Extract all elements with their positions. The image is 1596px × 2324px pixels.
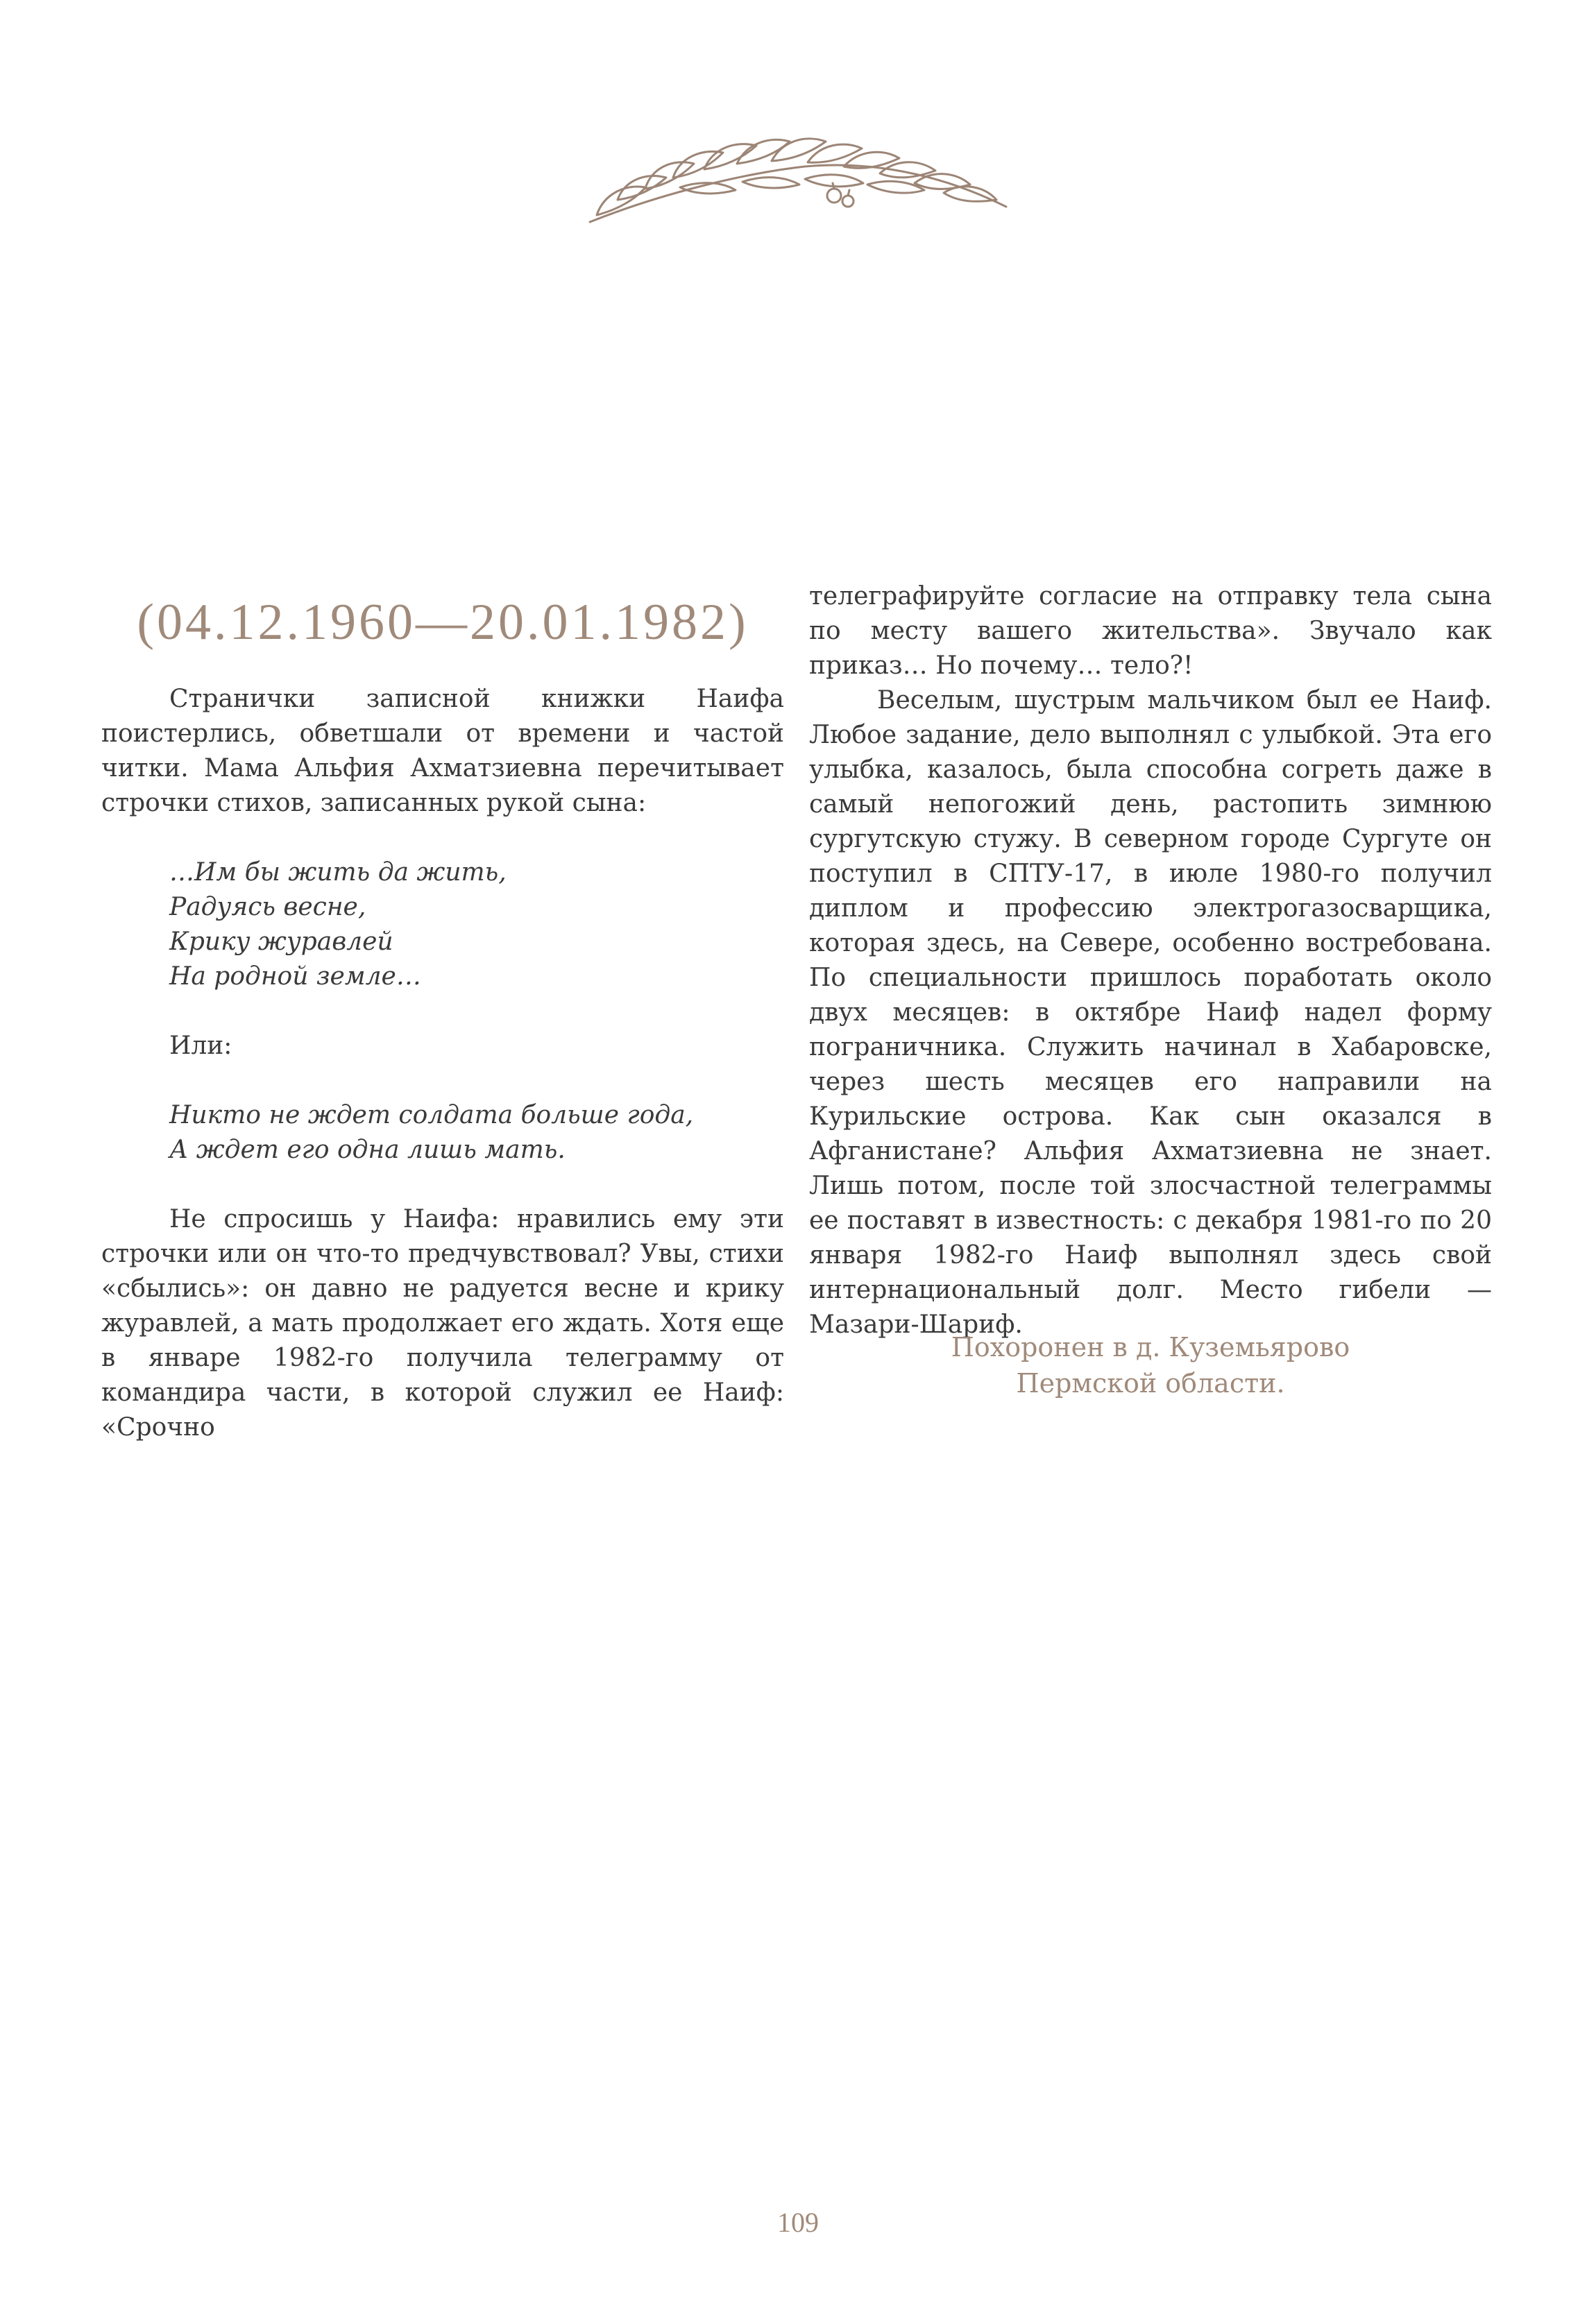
burial-place xyxy=(809,1329,1492,1401)
poem-line: Радуясь весне, xyxy=(169,893,366,921)
poem-line: А ждет его одна лишь мать. xyxy=(169,1136,566,1164)
poem-excerpt-2 xyxy=(101,1098,784,1168)
poem-excerpt-1 xyxy=(101,855,784,994)
oak-branch-ornament-icon xyxy=(576,118,1020,236)
spacer xyxy=(101,1168,784,1202)
paragraph: Не спросишь у Наифа: нравились ему эти строчки или он что-то предчувствовал? Увы, стихи «сбылись»: он давно не радуется весне и крику журавлей, а мать продолжает его ждать. Хотя еще в январе 1982-го получила телеграмму от командира части, в которой служил ее Наиф: «Срочно xyxy=(101,1205,784,1442)
life-dates-heading: (04.12.1960—20.01.1982) xyxy=(137,594,749,651)
poem-line: Крику журавлей xyxy=(169,928,393,956)
spacer xyxy=(101,821,784,855)
burial-line: Похоронен в д. Куземьярово xyxy=(951,1332,1350,1362)
right-column xyxy=(809,579,1492,1342)
or-label: Или: xyxy=(169,1032,232,1060)
spacer xyxy=(101,994,784,1029)
page-number: 109 xyxy=(777,2207,819,2238)
paragraph: телеграфируйте согласие на отправку тела сына по месту вашего жительства». Звучало как приказ… Но почему… тело?! xyxy=(809,582,1492,680)
spacer xyxy=(101,1063,784,1098)
burial-line: Пермской области. xyxy=(1016,1368,1285,1399)
poem-line: Никто не ждет солдата больше года, xyxy=(169,1101,694,1129)
poem-line: На родной земле… xyxy=(169,962,421,991)
paragraph: Веселым, шустрым мальчиком был ее Наиф. Любое задание, дело выполнял с улыбкой. Эта его улыбка, казалось, была способна согреть даже в самый непогожий день, растопить зимнюю сургутскую стужу. В северном городе Сургуте он поступил в СПТУ-17, в июле 1980-го получил диплом и профессию электрогазосварщика, которая здесь, на Севере, особенно востребована. По специальности пришлось поработать около двух месяцев: в октябре Наиф надел форму пограничника. Служить начинал в Хабаровске, через шесть месяцев его направили на Курильские острова. Как сын оказался в Афганистане? Альфия Ахматзиевна не знает. Лишь потом, после той злосчастной телеграммы ее поставят в известность: с декабря 1981-го по 20 января 1982-го Наиф выполнял здесь свой интернациональный долг. Место гибели — Мазари-Шариф. xyxy=(809,686,1492,1339)
left-column xyxy=(101,682,784,1445)
paragraph: Странички записной книжки Наифа поистерлись, обветшали от времени и частой читки. Мама Альфия Ахматзиевна перечитывает строчки стихов, записанных рукой сына: xyxy=(101,685,784,817)
poem-line: …Им бы жить да жить, xyxy=(169,858,507,887)
